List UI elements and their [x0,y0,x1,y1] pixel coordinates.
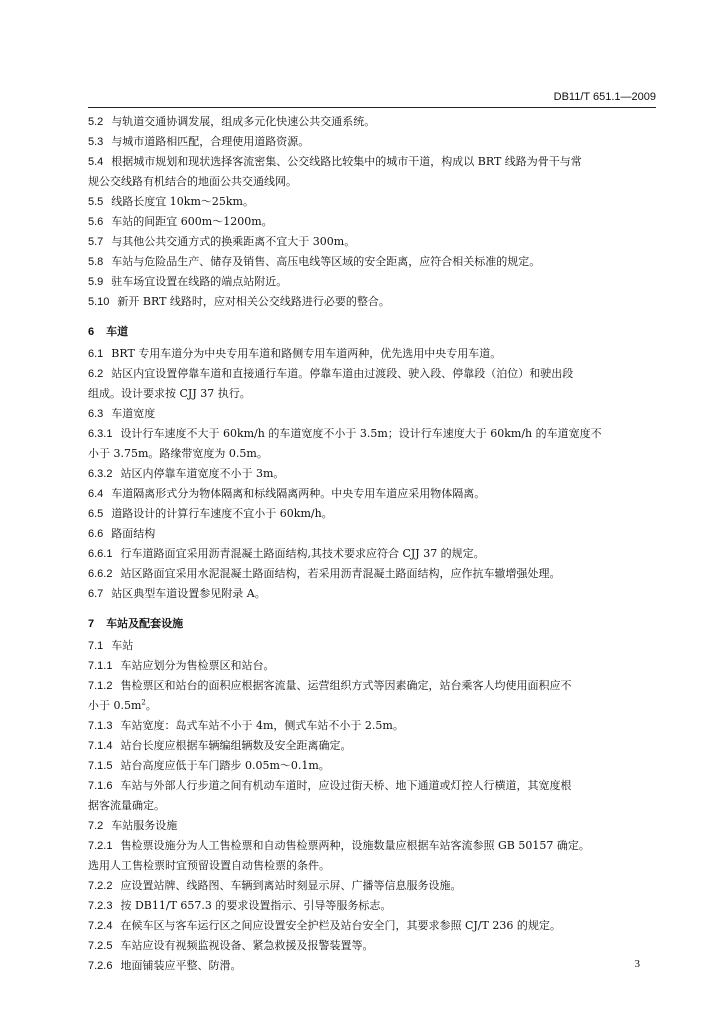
clause-text: 线路长度宜 10km～25km。 [111,195,254,208]
clause-number: 7.1 [88,640,104,652]
clause-number: 6.6.1 [88,548,113,560]
clause-item [88,816,656,836]
continuation-text: 选用人工售检票时宜预留设置自动售检票的条件。 [88,859,330,872]
clause-item [88,424,656,444]
clause-text: 车站与危险品生产、储存及销售、高压电线等区域的安全距离，应符合相关标准的规定。 [111,255,541,268]
continuation-text: 小于 0.5m [88,699,142,712]
clause-text: 车道隔离形式分为物体隔离和标线隔离两种。中央专用车道应采用物体隔离。 [111,487,486,500]
clause-item [88,212,656,232]
clause-text: 车站应划分为售检票区和站台。 [120,659,275,672]
clause-item [88,192,656,212]
clause-text: 车站宽度：岛式车站不小于 4m，侧式车站不小于 2.5m。 [120,719,404,732]
clause-number: 5.4 [88,156,104,168]
clause-number: 7.2.3 [88,900,113,912]
clause-text: 道路设计的计算行车速度不宜小于 60km/h。 [111,507,333,520]
clause-text: 车站与外部人行步道之间有机动车道时，应设过街天桥、地下通道或灯控人行横道，其宽度根 [120,779,572,792]
clause-item [88,956,656,976]
clause-number: 7.1.4 [88,740,113,752]
clause-text: 应设置站牌、线路图、车辆到离站时刻显示屏、广播等信息服务设施。 [120,879,462,892]
clause-number: 5.2 [88,116,104,128]
clause-item [88,876,656,896]
continuation-text: 据客流量确定。 [88,799,165,812]
clause-number: 5.7 [88,236,104,248]
clause-number: 7 [88,618,95,630]
clause-number: 7.2.5 [88,940,113,952]
clause-text: 车站服务设施 [111,819,178,832]
clause-item [88,404,656,424]
clause-number: 7.1.1 [88,660,113,672]
clause-item [88,152,656,172]
section-heading [88,322,656,342]
clause-text: 车站及配套设施 [106,617,184,630]
clause-text: 行车道路面宜采用沥青混凝土路面结构,其技术要求应符合 CJJ 37 的规定。 [120,547,485,560]
clause-text: 与其他公共交通方式的换乘距离不宜大于 300m。 [111,235,356,248]
clause-item [88,292,656,312]
header-divider [88,107,656,108]
clause-item [88,676,656,696]
clause-number: 6.6 [88,528,104,540]
clause-number: 7.1.5 [88,760,113,772]
clause-item [88,364,656,384]
clause-number: 6.5 [88,508,104,520]
page-number: 3 [634,958,640,970]
clause-continuation [88,796,656,816]
clause-item [88,776,656,796]
section-heading [88,614,656,634]
clause-number: 7.2.4 [88,920,113,932]
clause-text: 站区典型车道设置参见附录 A。 [111,587,266,600]
clause-item [88,232,656,252]
clause-text: 站区内停靠车道宽度不小于 3m。 [120,467,285,480]
continuation-text: 小于 3.75m。路缘带宽度为 0.5m。 [88,447,268,460]
clause-continuation [88,696,656,716]
clause-number: 5.10 [88,296,110,308]
clause-item [88,504,656,524]
clause-text: 设计行车速度不大于 60km/h 的车道宽度不小于 3.5m；设计行车速度大于 60km/h 的车道宽度不 [120,427,602,440]
clause-continuation [88,172,656,192]
clause-text: 车站 [111,639,134,652]
clause-item [88,716,656,736]
clause-text: 根据城市规划和现状选择客流密集、公交线路比较集中的城市干道，构成以 BRT 线路为骨干与常 [111,155,582,168]
clause-text: 车站应设有视频监视设备、紧急救援及报警装置等。 [120,939,374,952]
clause-number: 7.2 [88,820,104,832]
superscript: 2 [141,698,146,707]
clause-item [88,756,656,776]
continuation-text: 规公交线路有机结合的地面公共交通线网。 [88,175,297,188]
clause-item [88,656,656,676]
continuation-end: 。 [145,699,157,712]
clause-text: 地面铺装应平整、防滑。 [120,959,242,972]
clause-item [88,636,656,656]
continuation-text: 组成。设计要求按 CJJ 37 执行。 [88,387,251,400]
clause-text: 与轨道交通协调发展，组成多元化快速公共交通系统。 [111,115,376,128]
clause-item [88,936,656,956]
clause-text: 车站的间距宜 600m～1200m。 [111,215,273,228]
clause-number: 7.1.6 [88,780,113,792]
clause-text: 站区路面宜采用水泥混凝土路面结构，若采用沥青混凝土路面结构，应作抗车辙增强处理。 [120,567,561,580]
clause-item [88,564,656,584]
clause-number: 7.2.2 [88,880,113,892]
clause-number: 5.8 [88,256,104,268]
clause-number: 5.5 [88,196,104,208]
clause-number: 6.3.2 [88,468,113,480]
clause-text: 售检票区和站台的面积应根据客流量、运营组织方式等因素确定，站台乘客人均使用面积应不 [120,679,572,692]
clause-number: 7.2.6 [88,960,113,972]
clause-text: 站台高度应低于车门踏步 0.05m～0.1m。 [120,759,330,772]
clause-text: BRT 专用车道分为中央专用车道和路侧专用车道两种，优先选用中央专用车道。 [111,347,502,360]
clause-number: 6.4 [88,488,104,500]
document-body [88,112,656,976]
clause-text: 在候车区与客车运行区之间应设置安全护栏及站台安全门，其要求参照 CJ/T 236 的规定。 [120,919,561,932]
document-id-header: DB11/T 651.1—2009 [553,91,656,103]
clause-number: 7.2.1 [88,840,113,852]
clause-item [88,112,656,132]
clause-number: 6.6.2 [88,568,113,580]
clause-item [88,916,656,936]
clause-item [88,464,656,484]
clause-text: 站台长度应根据车辆编组辆数及安全距离确定。 [120,739,352,752]
clause-text: 驻车场宜设置在线路的端点站附近。 [111,275,288,288]
clause-item [88,344,656,364]
clause-item [88,524,656,544]
clause-number: 6.7 [88,588,104,600]
clause-text: 按 DB11/T 657.3 的要求设置指示、引导等服务标志。 [120,899,392,912]
clause-number: 6.3 [88,408,104,420]
clause-number: 6.3.1 [88,428,113,440]
clause-continuation [88,384,656,404]
clause-number: 6.2 [88,368,104,380]
clause-item [88,736,656,756]
clause-number: 5.3 [88,136,104,148]
clause-item [88,484,656,504]
clause-number: 6.1 [88,348,104,360]
clause-item [88,836,656,856]
clause-text: 路面结构 [111,527,156,540]
clause-text: 与城市道路相匹配，合理使用道路资源。 [111,135,310,148]
clause-text: 站区内宜设置停靠车道和直接通行车道。停靠车道由过渡段、驶入段、停靠段（泊位）和驶出段 [111,367,574,380]
clause-item [88,544,656,564]
clause-item [88,252,656,272]
clause-item [88,272,656,292]
clause-text: 车道宽度 [111,407,156,420]
clause-number: 7.1.3 [88,720,113,732]
clause-text: 车道 [106,325,129,338]
clause-text: 新开 BRT 线路时，应对相关公交线路进行必要的整合。 [117,295,390,308]
clause-text: 售检票设施分为人工售检票和自动售检票两种，设施数量应根据车站客流参照 GB 50157 确定。 [120,839,590,852]
clause-item [88,132,656,152]
clause-number: 5.6 [88,216,104,228]
clause-continuation [88,856,656,876]
clause-number: 7.1.2 [88,680,113,692]
clause-item [88,584,656,604]
clause-number: 6 [88,326,95,338]
clause-number: 5.9 [88,276,104,288]
clause-continuation [88,444,656,464]
clause-item [88,896,656,916]
